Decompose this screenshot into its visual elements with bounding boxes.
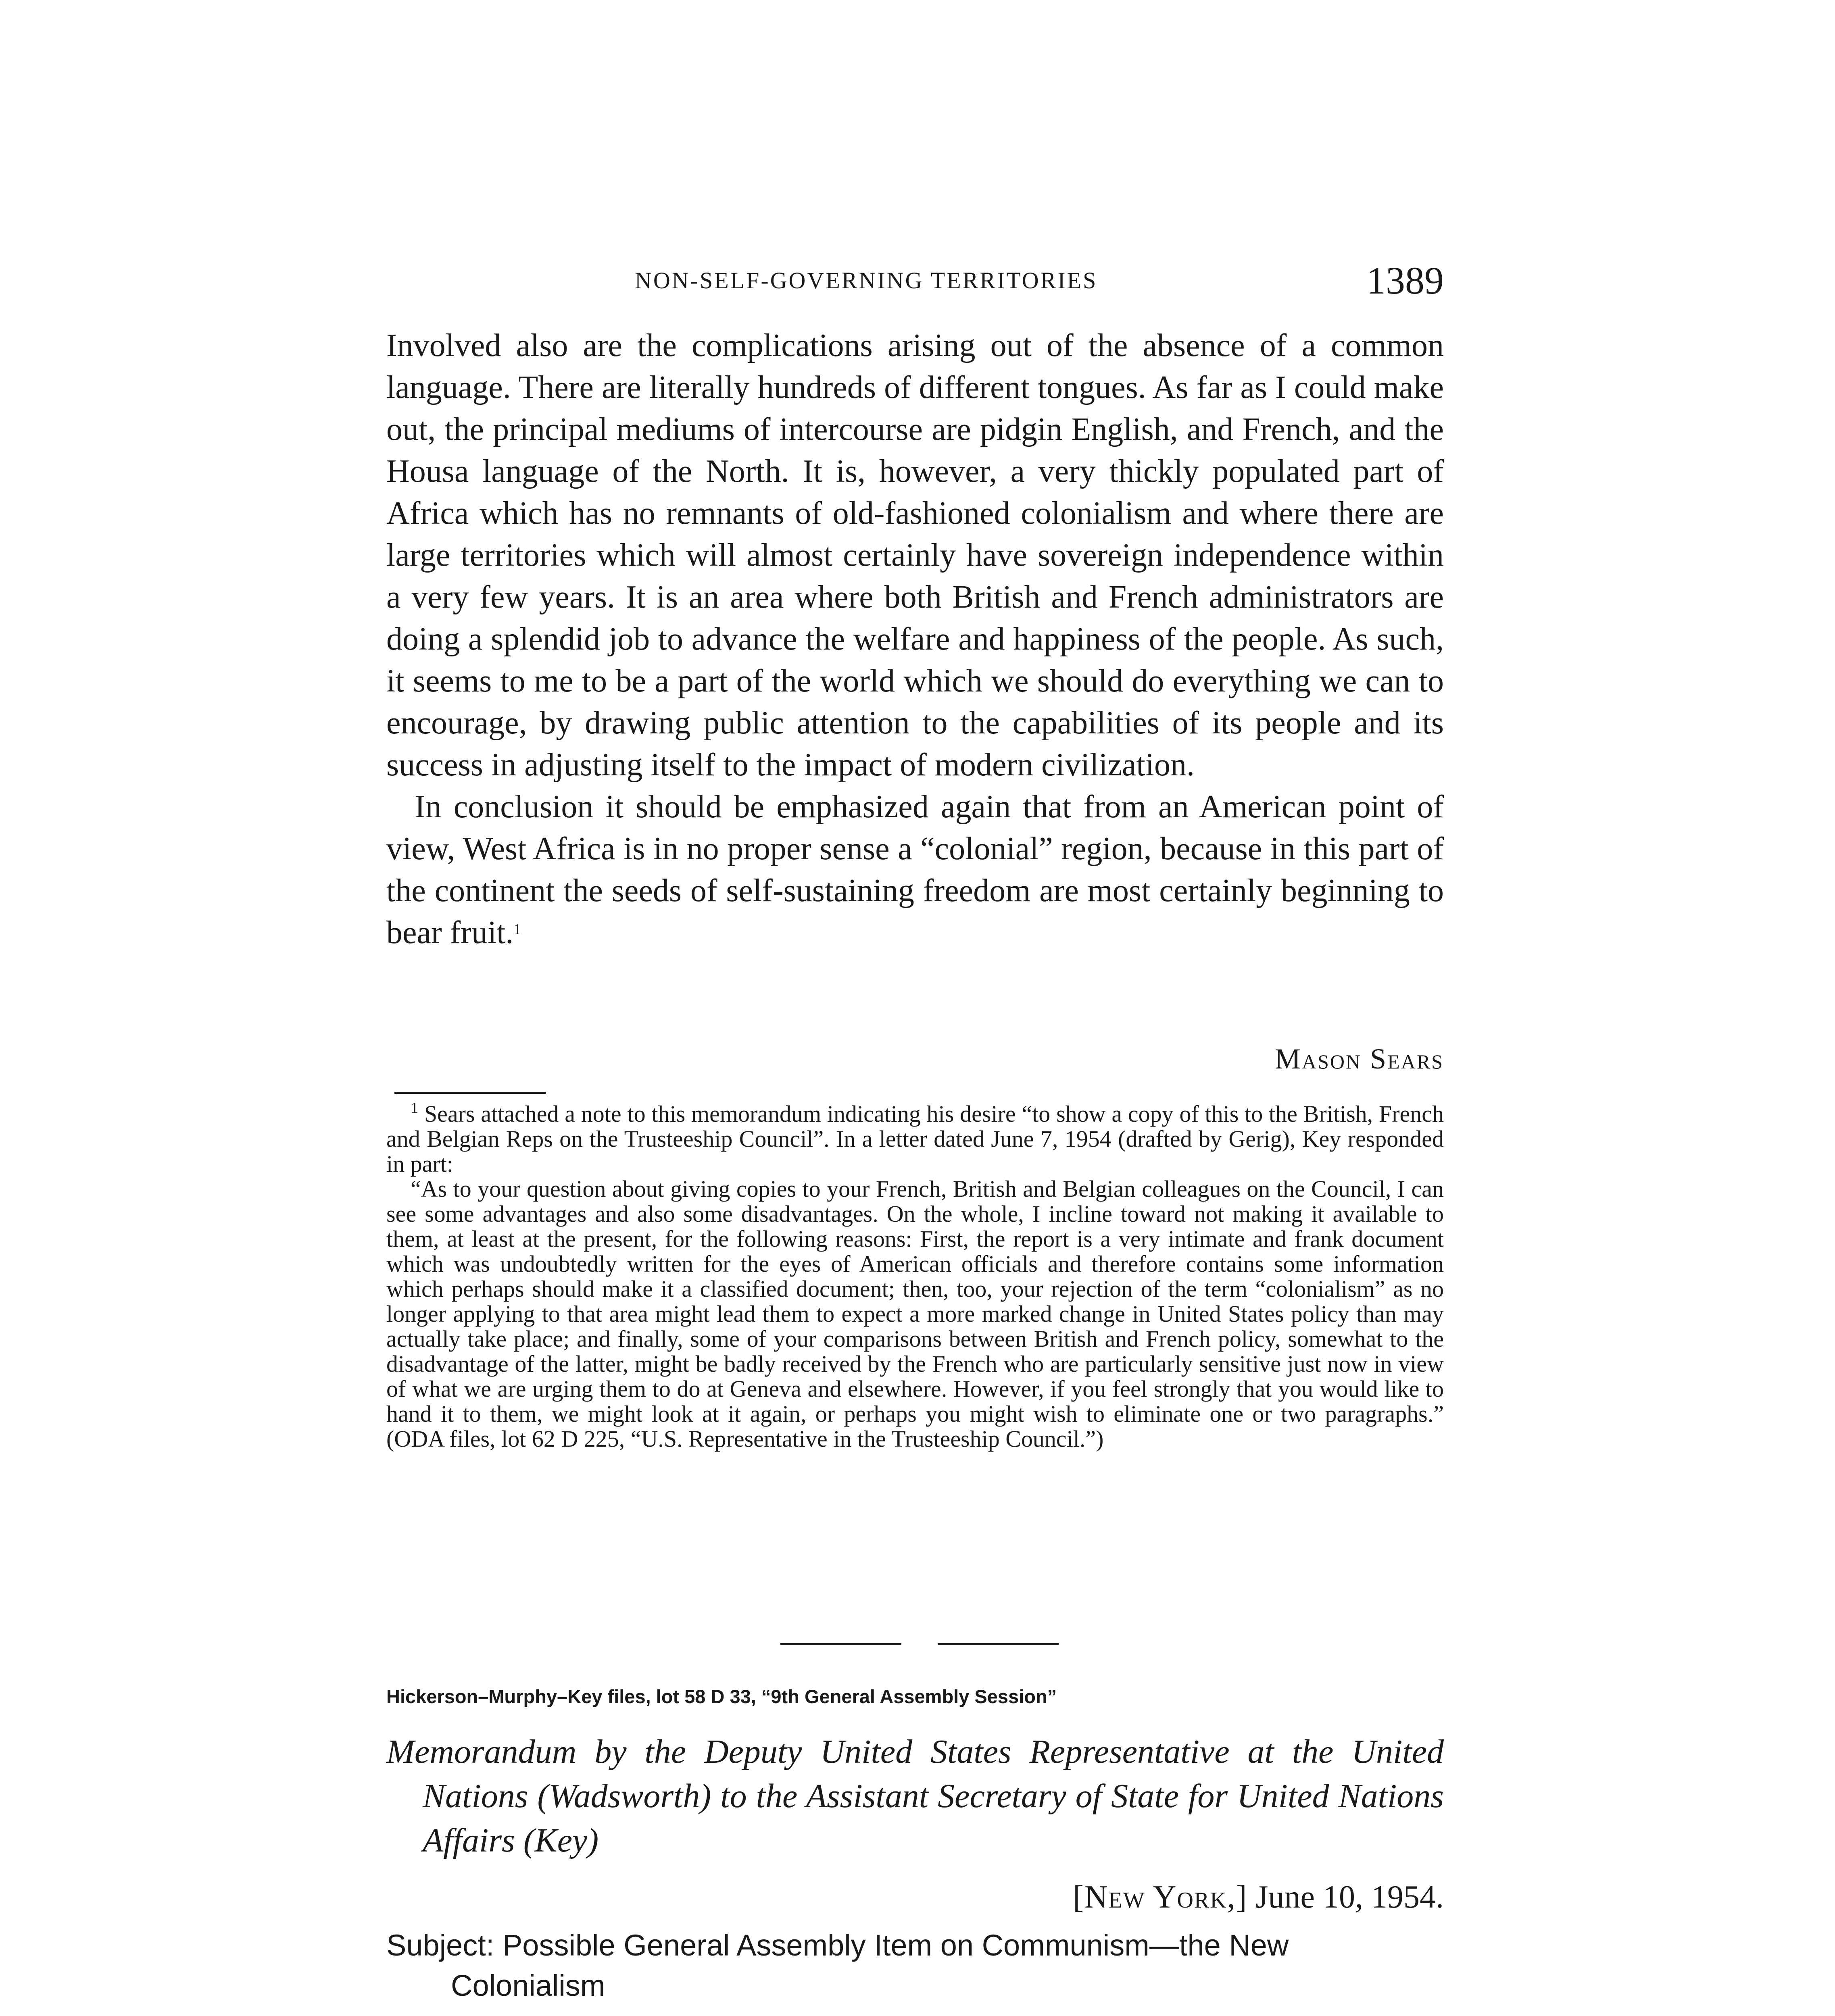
dateline-date: June 10, 1954. [1255,1879,1444,1915]
document-title [386,1730,1444,1863]
body-paragraph-conclusion [386,786,1444,954]
running-head [386,258,1444,306]
subject-line [386,1925,1444,2006]
footnote-rule [394,1092,546,1094]
dateline [1073,1879,1444,1916]
footnote [386,1102,1444,1452]
footnote-quote: “As to your question about giving copies to your French, British and Belgian colleagues on the Council, I can see some advantages and also some disadvantages. On the whole, I incline toward not making it available to them, at least at the present, for the following reasons: First, the report is a very intimate and frank document which was undoubtedly written for the eyes of American officials and therefore contains some information which perhaps should make it a classified document; then, too, your rejection of the term “colonialism” as no longer applying to that area might lead them to expect a more marked change in United States policy than may actually take place; and finally, some of your comparisons between British and French policy, somewhat to the disadvantage of the latter, might be badly received by the French who are particularly sensitive just now in view of what we are urging them to do at Geneva and elsewhere. However, if you feel strongly that you would like to hand it to them, we might look at it again, or perhaps you might wish to eliminate one or two paragraphs.” (ODA files, lot 62 D 225, “U.S. Representative in the Trusteeship Council.”) [386,1176,1444,1452]
source-citation: Hickerson–Murphy–Key files, lot 58 D 33, “9th General Assembly Session” [386,1686,1057,1707]
signature: Mason Sears [1274,1043,1444,1075]
body-text [386,325,1444,954]
footnote-text: Sears attached a note to this memorandum indicating his desire “to show a copy of this to the British, French and Belgian Reps on the Trusteeship Council”. In a letter dated June 7, 1954 (drafted by Gerig), Key responded in part: [386,1101,1444,1177]
footnote-intro [386,1102,1444,1177]
subject-text: Possible General Assembly Item on Communism—the New Colonialism [451,1929,1289,2002]
subject [386,1925,1444,2006]
body-paragraph: Involved also are the complications arising out of the absence of a common language. There are literally hundreds of different tongues. As far as I could make out, the principal mediums of intercourse are pidgin English, and French, and the Housa language of the North. It is, however, a very thickly populated part of Africa which has no remnants of old-fashioned colonialism and where there are large territories which will almost certainly have sovereign independence within a very few years. It is an area where both British and French administrators are doing a splendid job to advance the welfare and happiness of the people. As such, it seems to me to be a part of the world which we should do everything we can to encourage, by drawing public attention to the capabilities of its people and its success in adjusting itself to the impact of modern civilization. [386,328,1444,783]
section-divider-left [780,1643,901,1645]
body-paragraph-text: In conclusion it should be emphasized again that from an American point of view, West Africa is in no proper sense a “colonial” region, because in this part of the continent the seeds of self-sustaining freedom are most certainly beginning to bear fruit. [386,789,1444,950]
dateline-place: [New York,] [1073,1879,1248,1915]
subject-label: Subject: [386,1929,494,1962]
page-number: 1389 [1366,259,1444,302]
running-title: NON-SELF-GOVERNING TERRITORIES [635,267,1098,294]
section-divider-right [938,1643,1059,1645]
document-title-text: Memorandum by the Deputy United States Representative at the United Nations (Wadsworth) to the Assistant Secretary of State for United Nations Affairs (Key) [386,1733,1444,1859]
footnote-marker: 1 [411,1100,418,1116]
footnote-reference: 1 [513,921,521,938]
